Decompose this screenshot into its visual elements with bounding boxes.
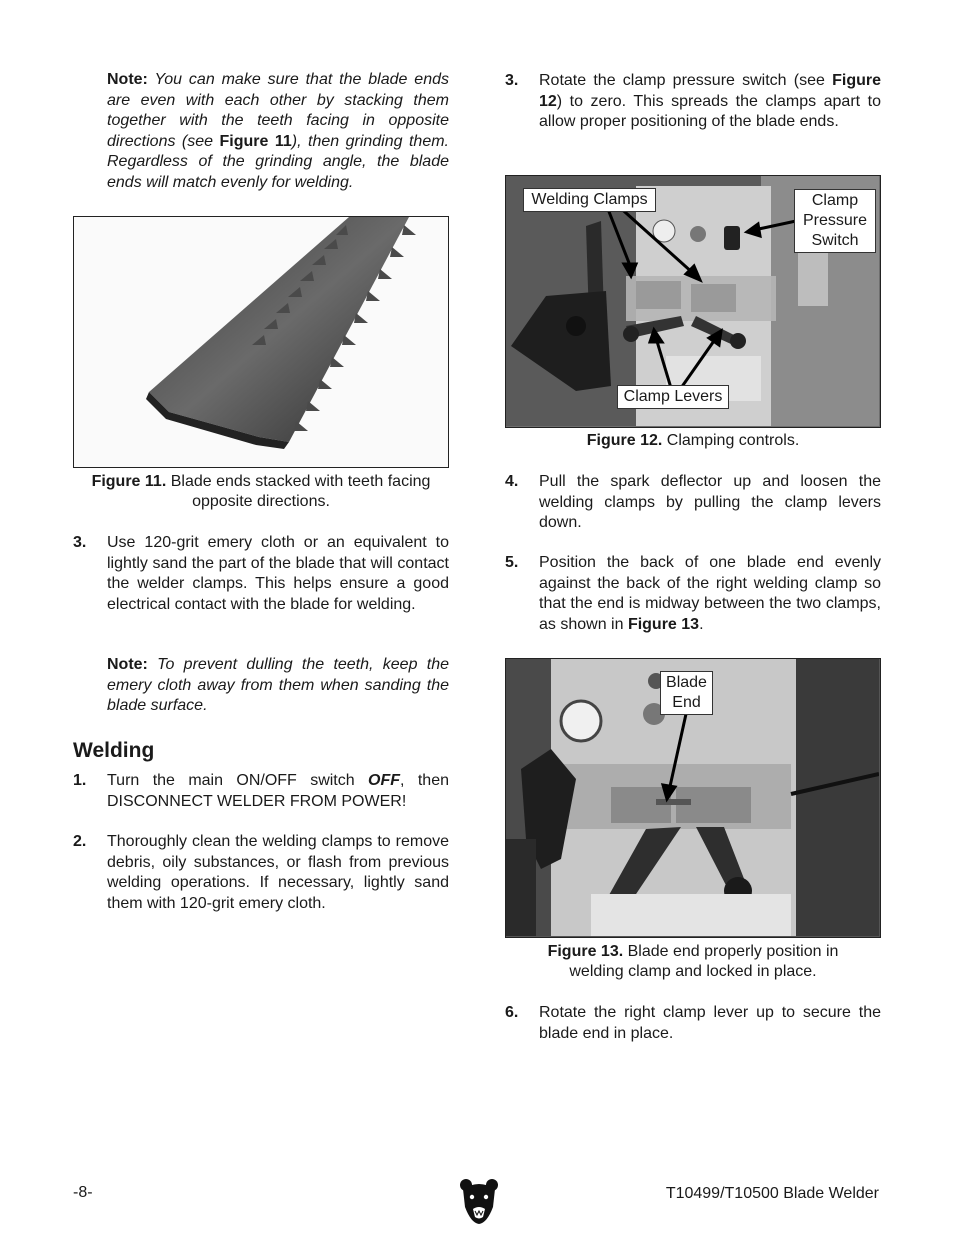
note-label: Note: [107, 656, 148, 673]
step-2-clean [73, 832, 449, 914]
figure-label: Figure 13. [547, 943, 624, 960]
section-heading-welding: Welding [73, 739, 155, 762]
figure-label: Figure 11. [91, 473, 167, 490]
step-number: 5. [505, 554, 519, 571]
step-number: 3. [73, 534, 87, 551]
figure-label: Figure 12. [586, 432, 663, 449]
step-text: Use 120-grit emery cloth or an equivalent to lightly sand the part of the blade that will contact the welder clamps. This helps ensure a good electrical contact with the blade for welding. [107, 534, 449, 613]
callout-welding-clamps: Welding Clamps [523, 188, 656, 212]
step-3-sand [73, 533, 449, 615]
note-blade-stacking: Note: You can make sure that the blade ends are even with each other by stacking them together with the teeth facing in opposite directions (see Figure 11), then grinding them. Regardless of the grinding angle, the blade ends will match evenly for welding. [107, 71, 449, 191]
figure-ref: Figure 11 [219, 132, 292, 150]
step-number: 3. [505, 72, 519, 89]
note-label: Note: [107, 71, 148, 88]
figure-11-caption: Figure 11. Blade ends stacked with teeth facing opposite directions. [91, 473, 431, 510]
bear-logo-icon [459, 1177, 499, 1225]
step-text: Rotate the clamp pressure switch (see Figure 12) to zero. This spreads the clamps apart to allow proper positioning of the blade ends. [539, 72, 881, 130]
step-text: Rotate the right clamp lever up to secure the blade end in place. [539, 1004, 881, 1042]
figure-12-caption: Figure 12. Clamping controls. [586, 432, 800, 449]
figure-12-image [505, 175, 881, 428]
step-text: Turn the main ON/OFF switch OFF, then DISCONNECT WELDER FROM POWER! [107, 772, 449, 810]
document-title: T10499/T10500 Blade Welder [665, 1185, 879, 1202]
step-3-rotate-switch [505, 71, 881, 133]
step-number: 2. [73, 833, 87, 850]
step-6-secure-blade [505, 1003, 881, 1044]
step-number: 1. [73, 772, 87, 789]
callout-clamp-levers: Clamp Levers [617, 385, 729, 409]
step-text: Pull the spark deflector up and loosen the welding clamps by pulling the clamp levers down. [539, 473, 881, 531]
step-4-spark-deflector [505, 472, 881, 534]
blade-ends-photo [74, 217, 447, 466]
step-number: 4. [505, 473, 519, 490]
figure-11-image [73, 216, 449, 468]
step-text: Position the back of one blade end evenly against the back of the right welding clamp so that the end is midway between the two clamps, as shown in Figure 13. [539, 554, 881, 633]
callout-blade-end: Blade End [660, 671, 713, 715]
figure-13-image [505, 658, 881, 938]
note-teeth: Note: To prevent dulling the teeth, keep the emery cloth away from them when sanding the blade surface. [107, 656, 449, 714]
step-number: 6. [505, 1004, 519, 1021]
step-5-position-blade [505, 553, 881, 635]
step-text: Thoroughly clean the welding clamps to remove debris, oily substances, or flash from previous welding operations. If necessary, lightly sand them with 120-grit emery cloth. [107, 833, 449, 912]
step-1-power [73, 771, 449, 812]
page-number: -8- [73, 1184, 93, 1201]
callout-clamp-pressure-switch: Clamp Pressure Switch [794, 189, 876, 253]
figure-13-caption: Figure 13. Blade end properly position in welding clamp and locked in place. [547, 943, 839, 980]
